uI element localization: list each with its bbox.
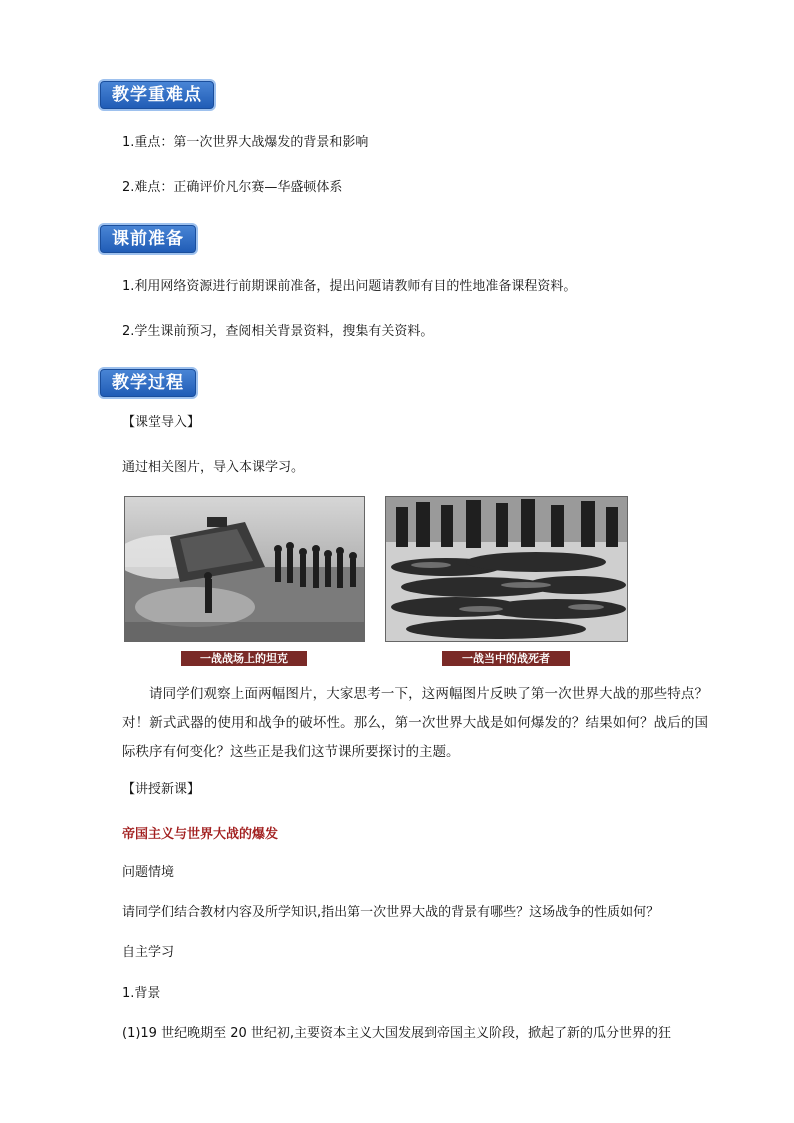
question-label: 问题情境	[122, 865, 175, 880]
intro-text: 通过相关图片，导入本课学习。	[122, 460, 305, 475]
casualties-photo-icon	[386, 497, 627, 641]
tank-photo-caption: 一战战场上的坦克	[181, 651, 307, 666]
discussion-paragraph: 请同学们观察上面两幅图片，大家思考一下，这两幅图片反映了第一次世界大战的那些特点？对！新式武器的使用和战争的破坏性。那么，第一次世界大战是如何爆发的？结果如何？战后的国际秩序有何变化？这些正是我们这节课所要探讨的主题。	[122, 686, 708, 760]
self-study-label: 自主学习	[122, 945, 175, 960]
section-badge-key-points: 教学重难点	[98, 79, 216, 111]
preparation-1: 1.利用网络资源进行前期课前准备，提出问题请教师有目的性地准备课程资料。	[122, 279, 577, 294]
subtopic-heading: 帝国主义与世界大战的爆发	[122, 827, 279, 842]
preparation-2: 2.学生课前预习，查阅相关背景资料，搜集有关资料。	[122, 324, 434, 339]
tank-photo-icon	[125, 497, 364, 641]
casualties-photo	[385, 496, 628, 642]
background-item-1: (1)19 世纪晚期至 20 世纪初,主要资本主义大国发展到帝国主义阶段，掀起了新的瓜分世界的狂	[122, 1026, 672, 1041]
background-label: 1.背景	[122, 986, 161, 1001]
key-point-1: 1.重点：第一次世界大战爆发的背景和影响	[122, 135, 369, 150]
tank-photo	[124, 496, 365, 642]
casualties-photo-caption: 一战当中的战死者	[442, 651, 570, 666]
intro-heading: 【课堂导入】	[122, 415, 201, 430]
key-point-2: 2.难点：正确评价凡尔赛—华盛顿体系	[122, 180, 343, 195]
question-text: 请同学们结合教材内容及所学知识,指出第一次世界大战的背景有哪些？这场战争的性质如何？	[122, 905, 660, 920]
new-lesson-heading: 【讲授新课】	[122, 782, 201, 797]
section-badge-preparation: 课前准备	[98, 223, 198, 255]
section-badge-process: 教学过程	[98, 367, 198, 399]
